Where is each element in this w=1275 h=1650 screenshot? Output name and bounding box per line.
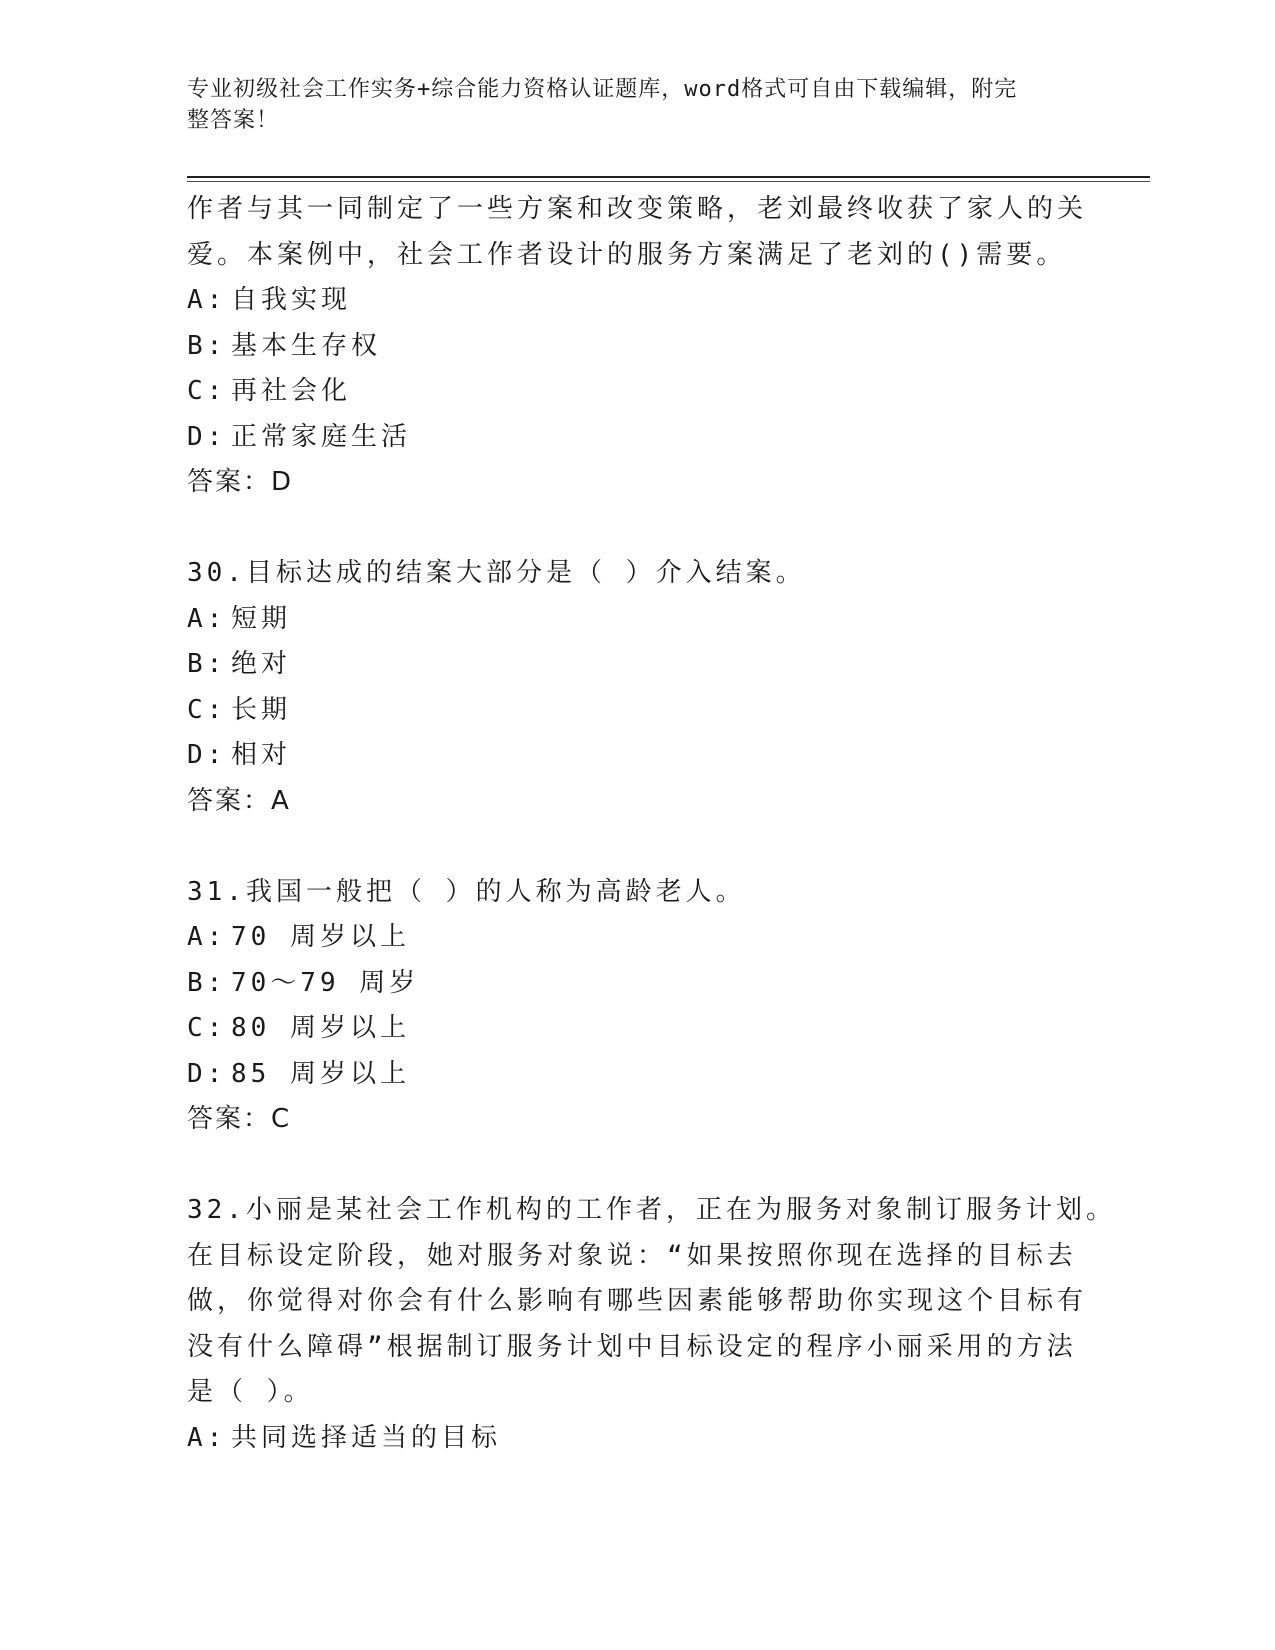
question-29-continued [187,187,1088,506]
option-d [187,733,1067,779]
option-key: C: [187,376,227,406]
option-a [187,597,1067,643]
option-text: 绝对 [231,649,292,679]
option-a [187,278,1067,324]
option-c [187,688,1067,734]
option-key: B: [187,330,227,361]
option-text: 70 周岁以上 [231,922,410,952]
option-text: 基本生存权 [231,330,382,361]
question-text-line: 30.目标达成的结案大部分是（ ）介入结案。 [187,558,806,588]
answer-line: 答案：C [187,1104,292,1134]
option-text: 共同选择适当的目标 [231,1422,502,1453]
option-text: 相对 [231,740,292,770]
option-a [187,1416,1067,1462]
page-header [187,74,1067,136]
option-key: D: [187,1058,227,1089]
question-text-line: 是（ ）。 [187,1377,314,1407]
option-b [187,324,1067,370]
spacer [187,824,1067,870]
option-key: D: [187,740,227,770]
option-text: 自我实现 [231,285,352,315]
option-key: C: [187,1013,227,1043]
question-30 [187,551,1067,824]
answer-line: 答案：A [187,785,291,816]
option-b [187,642,1067,688]
header-divider-thin [187,181,1150,182]
option-text: 80 周岁以上 [231,1013,410,1043]
header-divider-thick [187,176,1150,178]
question-text-line: 32.小丽是某社会工作机构的工作者，正在为服务对象制订服务计划。 [187,1195,1116,1225]
option-key: A: [187,1422,227,1453]
option-text: 70～79 周岁 [231,967,420,998]
option-key: B: [187,649,227,679]
document-body [187,187,1116,1461]
option-key: A: [187,285,227,315]
spacer [187,1143,1067,1189]
question-text-line: 爱。本案例中，社会工作者设计的服务方案满足了老刘的()需要。 [187,239,1067,270]
question-31 [187,870,1067,1143]
answer-line: 答案：D [187,467,294,497]
option-key: B: [187,967,227,998]
question-text-line: 在目标设定阶段，她对服务对象说：“如果按照你现在选择的目标去 [187,1240,1077,1271]
option-c [187,1006,1067,1052]
option-text: 再社会化 [231,376,352,406]
option-c [187,369,1067,415]
option-key: A: [187,922,227,952]
question-text-line: 作者与其一同制定了一些方案和改变策略，老刘最终收获了家人的关 [187,194,1088,224]
option-key: C: [187,694,227,725]
option-a [187,915,1067,961]
question-32 [187,1188,1116,1461]
option-d [187,1052,1067,1098]
option-text: 长期 [231,694,292,725]
header-line-2: 整答案！ [187,108,280,133]
question-text-line: 做，你觉得对你会有什么影响有哪些因素能够帮助你实现这个目标有 [187,1286,1088,1316]
spacer [187,506,1067,552]
option-b [187,961,1067,1007]
question-text-line: 没有什么障碍”根据制订服务计划中目标设定的程序小丽采用的方法 [187,1331,1077,1362]
option-key: D: [187,421,227,452]
option-d [187,415,1067,461]
option-text: 85 周岁以上 [231,1058,410,1089]
option-text: 短期 [231,603,292,634]
question-text-line: 31.我国一般把（ ）的人称为高龄老人。 [187,876,746,907]
option-key: A: [187,603,227,634]
option-text: 正常家庭生活 [231,421,412,452]
header-line-1: 专业初级社会工作实务+综合能力资格认证题库，word格式可自由下载编辑，附完 [187,77,1018,102]
